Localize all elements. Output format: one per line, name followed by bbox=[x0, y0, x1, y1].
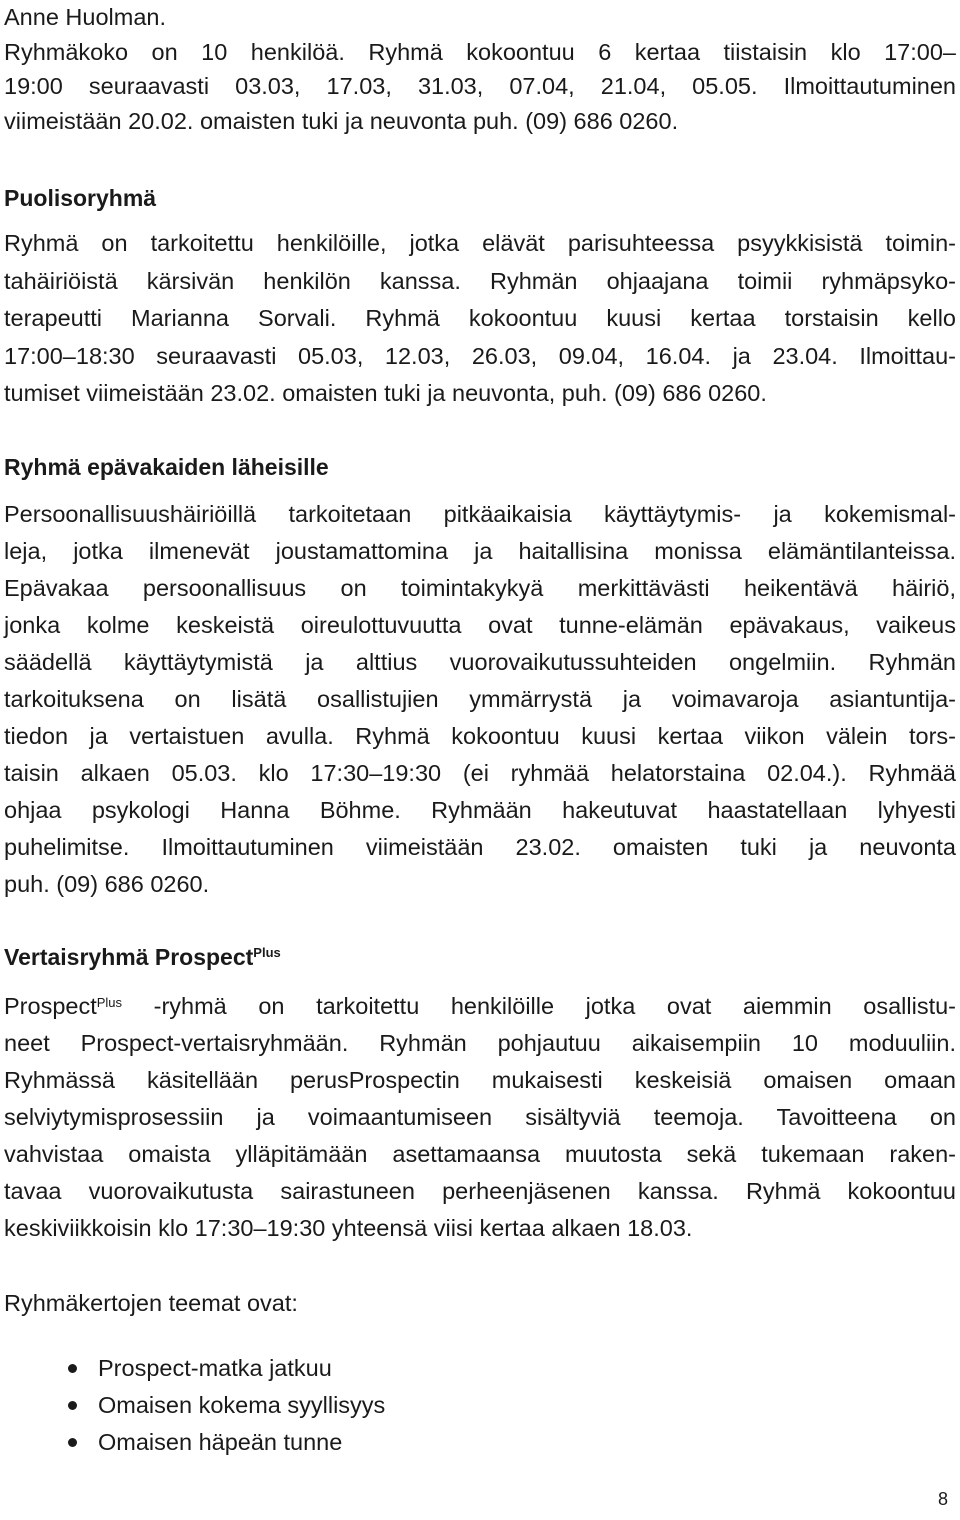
body-line: jonka kolme keskeistä oireulottuvuutta ovat tunne-elämän epävakaus, vaikeus bbox=[4, 612, 956, 638]
list-item-text: Omaisen kokema syyllisyys bbox=[98, 1392, 386, 1418]
section-heading: Ryhmä epävakaiden läheisille bbox=[4, 454, 329, 480]
body-line: Epävakaa persoonallisuus on toimintakykyä merkittävästi heikentävä häiriö, bbox=[4, 575, 956, 601]
body-line: taisin alkaen 05.03. klo 17:30–19:30 (ei ryhmää helatorstaina 02.04.). Ryhmää bbox=[4, 760, 956, 786]
body-line: neet Prospect-vertaisryhmään. Ryhmän pohjautuu aikaisempiin 10 moduuliin. bbox=[4, 1030, 956, 1056]
body-line: Ryhmässä käsitellään perusProspectin mukaisesti keskeisiä omaisen omaan bbox=[4, 1067, 956, 1093]
section-body bbox=[4, 496, 956, 903]
list-item bbox=[4, 1424, 385, 1461]
intro-line: viimeistään 20.02. omaisten tuki ja neuvonta puh. (09) 686 0260. bbox=[4, 107, 679, 134]
themes-label: Ryhmäkertojen teemat ovat: bbox=[4, 1290, 298, 1316]
intro-line: Anne Huolman. bbox=[4, 4, 166, 30]
bullet-icon bbox=[68, 1438, 77, 1447]
section-body bbox=[4, 988, 956, 1247]
heading-superscript: Plus bbox=[253, 945, 281, 960]
intro-line: 19:00 seuraavasti 03.03, 17.03, 31.03, 07.04, 21.04, 05.05. Ilmoittautuminen bbox=[4, 73, 956, 99]
body-line bbox=[4, 988, 956, 1025]
themes-list bbox=[4, 1350, 385, 1461]
body-line: Ryhmä on tarkoitettu henkilöille, jotka elävät parisuhteessa psyykkisistä toimin- bbox=[4, 230, 956, 256]
body-line: tahäiriöistä kärsivän henkilön kanssa. Ryhmän ohjaajana toimii ryhmäpsyko- bbox=[4, 267, 956, 294]
prospect-word: Prospect bbox=[4, 993, 97, 1019]
body-line: terapeutti Marianna Sorvali. Ryhmä kokoontuu kuusi kertaa torstaisin kello bbox=[4, 305, 956, 331]
bullet-icon bbox=[68, 1401, 77, 1410]
body-line: Persoonallisuushäiriöillä tarkoitetaan pitkäaikaisia käyttäytymis- ja kokemismal- bbox=[4, 501, 956, 527]
list-item-text: Prospect-matka jatkuu bbox=[98, 1355, 332, 1381]
section-epavakaat bbox=[4, 452, 956, 903]
body-line: vahvistaa omaista ylläpitämään asettamaansa muutosta sekä tukemaan raken- bbox=[4, 1141, 956, 1167]
bullet-icon bbox=[68, 1364, 77, 1373]
section-heading bbox=[4, 942, 956, 972]
list-item bbox=[4, 1350, 385, 1387]
heading-text: Vertaisryhmä Prospect bbox=[4, 944, 254, 970]
body-line: puhelimitse. Ilmoittautuminen viimeistään 23.02. omaisten tuki ja neuvonta bbox=[4, 834, 956, 860]
section-body bbox=[4, 225, 956, 413]
body-line: tarkoituksena on lisätä osallistujien ymmärrystä ja voimavaroja asiantuntija- bbox=[4, 686, 956, 712]
body-line: ohjaa psykologi Hanna Böhme. Ryhmään hakeutuvat haastatellaan lyhyesti bbox=[4, 797, 956, 823]
body-line: tumiset viimeistään 23.02. omaisten tuki ja neuvonta, puh. (09) 686 0260. bbox=[4, 380, 767, 406]
intro-paragraph bbox=[4, 0, 956, 138]
body-line: säädellä käyttäytymistä ja alttius vuorovaikutussuhteiden ongelmiin. Ryhmän bbox=[4, 649, 956, 675]
intro-line: Ryhmäkoko on 10 henkilöä. Ryhmä kokoontuu 6 kertaa tiistaisin klo 17:00– bbox=[4, 38, 956, 65]
body-line: selviytymisprosessiin ja voimaantumiseen sisältyviä teemoja. Tavoitteena on bbox=[4, 1104, 956, 1130]
prospect-superscript: Plus bbox=[96, 995, 123, 1010]
body-line: keskiviikkoisin klo 17:30–19:30 yhteensä viisi kertaa alkaen 18.03. bbox=[4, 1215, 693, 1241]
page-number: 8 bbox=[937, 1489, 948, 1509]
body-line: tiedon ja vertaistuen avulla. Ryhmä kokoontuu kuusi kertaa viikon välein tors- bbox=[4, 723, 956, 749]
body-line-rest: -ryhmä on tarkoitettu henkilöille jotka ovat aiemmin osallistu- bbox=[122, 993, 956, 1019]
list-item-text: Omaisen häpeän tunne bbox=[98, 1429, 343, 1455]
section-puolisoryhma bbox=[4, 183, 956, 413]
body-line: puh. (09) 686 0260. bbox=[4, 871, 210, 897]
section-heading: Puolisoryhmä bbox=[4, 185, 157, 211]
list-item bbox=[4, 1387, 385, 1424]
body-line: tavaa vuorovaikutusta sairastuneen perheenjäsenen kanssa. Ryhmä kokoontuu bbox=[4, 1178, 956, 1204]
section-prospect bbox=[4, 942, 956, 1247]
body-line: leja, jotka ilmenevät joustamattomina ja haitallisina monissa elämäntilanteissa. bbox=[4, 538, 956, 564]
body-line: 17:00–18:30 seuraavasti 05.03, 12.03, 26.03, 09.04, 16.04. ja 23.04. Ilmoittau- bbox=[4, 342, 956, 369]
